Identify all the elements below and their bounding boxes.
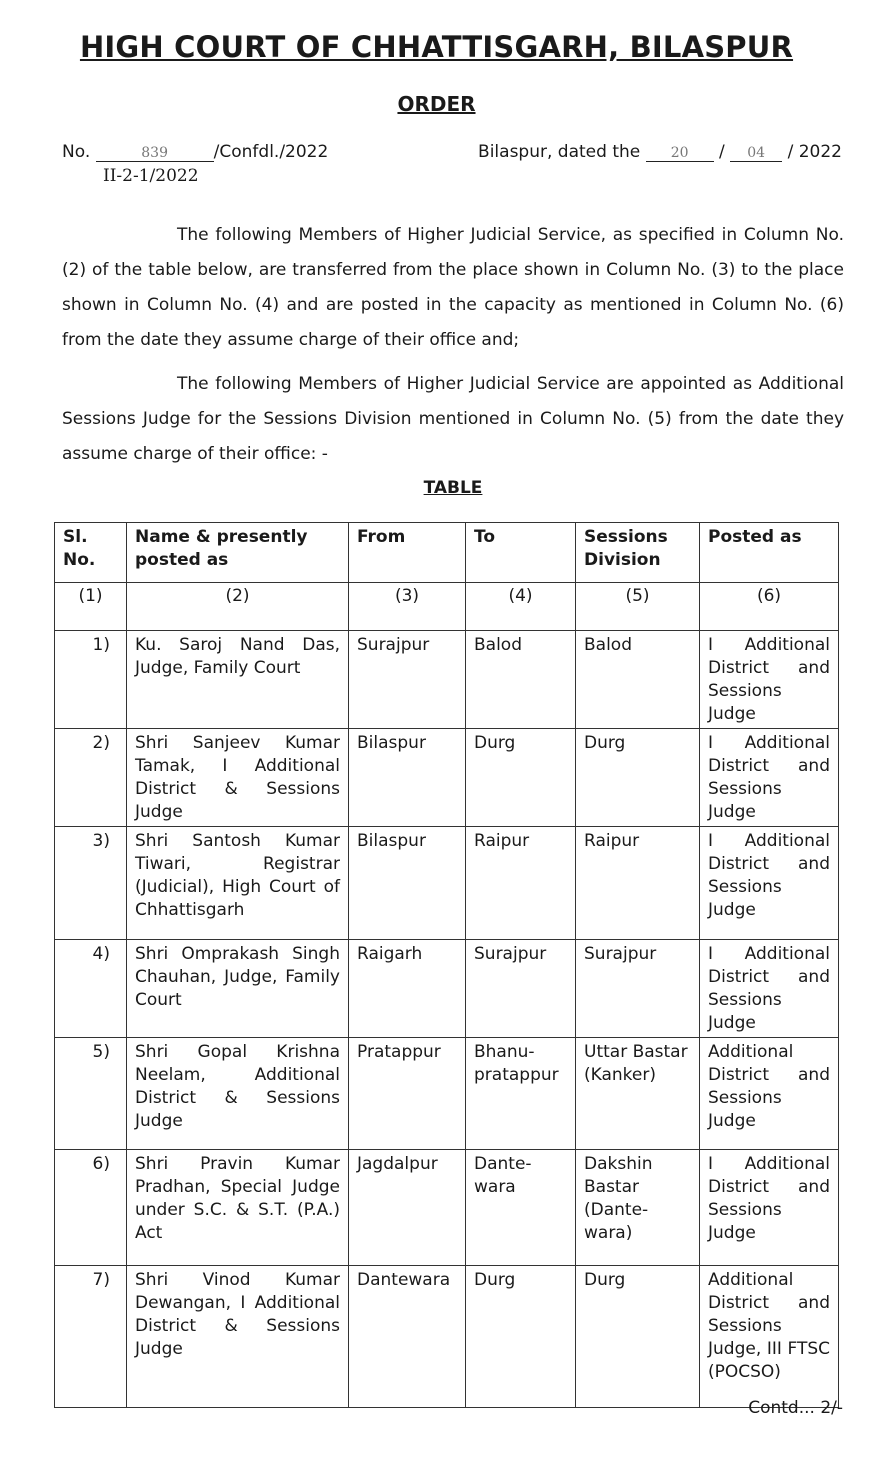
row-name: Shri Vinod Kumar Dewangan, I Additional District & Sessions Judge [127,1266,349,1408]
row-sl-no: 1) [55,631,127,729]
place-date-label: Bilaspur, dated the [478,142,641,162]
row-from: Bilaspur [349,827,466,940]
row-sl-no: 2) [55,729,127,827]
transfer-paragraph [62,218,844,358]
row-to: Balod [466,631,576,729]
place-date: Bilaspur, dated the 20 / 04 / 2022 [478,142,842,162]
date-month: 04 [730,145,782,162]
reference-line [62,142,842,166]
row-from: Pratappur [349,1038,466,1150]
column-number: (4) [466,583,576,631]
appointment-paragraph [62,367,844,472]
column-number-row [55,583,839,631]
row-sl-no: 3) [55,827,127,940]
order-number-value: 839 [96,145,214,162]
order-number-label: No. [62,142,91,162]
row-to: Bhanu-pratappur [466,1038,576,1150]
transfer-paragraph-text: The following Members of Higher Judicial Service, as specified in Column No. (2) of the table below, are transferred from the place shown in Column No. (3) to the place shown in Column No. (4) and are posted in the capacity as mentioned in Column No. (6) from the date they assume charge of their office and; [62,225,844,350]
table-title: TABLE [423,478,483,498]
row-to: Dante-wara [466,1150,576,1266]
order-title: ORDER [397,92,476,116]
row-posted-as: Additional District and Sessions Judge [700,1038,839,1150]
date-year: / 2022 [787,142,842,162]
row-name: Shri Gopal Krishna Neelam, Additional District & Sessions Judge [127,1038,349,1150]
row-posted-as: I Additional District and Sessions Judge [700,1150,839,1266]
header-from: From [349,523,466,583]
row-from: Surajpur [349,631,466,729]
row-division: Dakshin Bastar (Dante-wara) [576,1150,700,1266]
row-name: Ku. Saroj Nand Das, Judge, Family Court [127,631,349,729]
column-number: (2) [127,583,349,631]
row-to: Durg [466,729,576,827]
row-name: Shri Pravin Kumar Pradhan, Special Judge under S.C. & S.T. (P.A.) Act [127,1150,349,1266]
continued-note: Contd... 2/- [748,1398,843,1418]
column-number: (5) [576,583,700,631]
row-from: Raigarh [349,940,466,1038]
table-row [55,827,839,940]
row-division: Raipur [576,827,700,940]
row-posted-as: I Additional District and Sessions Judge [700,827,839,940]
row-name: Shri Sanjeev Kumar Tamak, I Additional District & Sessions Judge [127,729,349,827]
row-sl-no: 6) [55,1150,127,1266]
row-to: Durg [466,1266,576,1408]
row-from: Dantewara [349,1266,466,1408]
row-from: Bilaspur [349,729,466,827]
row-posted-as: I Additional District and Sessions Judge [700,631,839,729]
table-row [55,1266,839,1408]
row-division: Balod [576,631,700,729]
table-row [55,1038,839,1150]
row-sl-no: 4) [55,940,127,1038]
column-number: (6) [700,583,839,631]
row-posted-as: Additional District and Sessions Judge, III FTSC (POCSO) [700,1266,839,1408]
row-to: Surajpur [466,940,576,1038]
date-day: 20 [646,145,714,162]
header-posted-as: Posted as [700,523,839,583]
table-row [55,940,839,1038]
row-division: Surajpur [576,940,700,1038]
row-from: Jagdalpur [349,1150,466,1266]
column-number: (3) [349,583,466,631]
court-heading: HIGH COURT OF CHHATTISGARH, BILASPUR [79,30,794,64]
table-row [55,729,839,827]
order-number [62,142,328,162]
row-division: Uttar Bastar (Kanker) [576,1038,700,1150]
row-posted-as: I Additional District and Sessions Judge [700,940,839,1038]
column-number: (1) [55,583,127,631]
header-sessions-division: Sessions Division [576,523,700,583]
header-name: Name & presently posted as [127,523,349,583]
row-to: Raipur [466,827,576,940]
row-division: Durg [576,1266,700,1408]
row-name: Shri Omprakash Singh Chauhan, Judge, Family Court [127,940,349,1038]
row-sl-no: 5) [55,1038,127,1150]
table-header-row [55,523,839,583]
appointment-paragraph-text: The following Members of Higher Judicial Service are appointed as Additional Sessions Judge for the Sessions Division mentioned in Column No. (5) from the date they assume charge of their office: - [62,374,844,464]
transfer-table [54,522,839,1408]
row-name: Shri Santosh Kumar Tiwari, Registrar (Judicial), High Court of Chhattisgarh [127,827,349,940]
header-to: To [466,523,576,583]
row-posted-as: I Additional District and Sessions Judge [700,729,839,827]
header-sl-no: Sl. No. [55,523,127,583]
row-sl-no: 7) [55,1266,127,1408]
table-row [55,631,839,729]
row-division: Durg [576,729,700,827]
order-number-suffix: /Confdl./2022 [213,142,329,162]
file-number: II-2-1/2022 [103,166,199,186]
table-row [55,1150,839,1266]
